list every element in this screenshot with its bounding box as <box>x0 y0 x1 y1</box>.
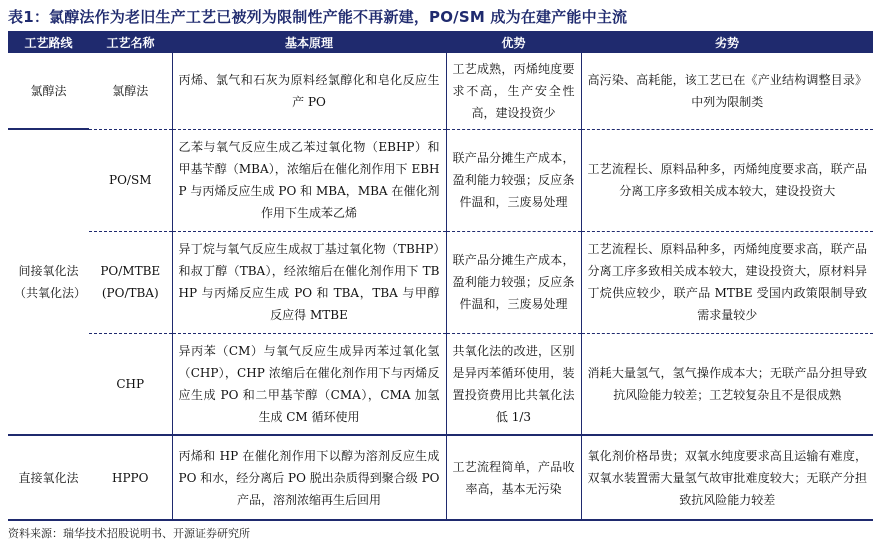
process-name-cell: PO/MTBE (PO/TBA) <box>89 231 172 333</box>
advantage-cell: 共氧化法的改进，区别是异丙苯循环使用，装置投资费用比共氧化法低 1/3 <box>446 333 581 435</box>
process-name-cell: 氯醇法 <box>89 53 172 129</box>
disadvantage-cell: 氧化剂价格昂贵；双氧水纯度要求高且运输有难度，双氧水装置需大量氢气故审批难度较大；无联产分担致抗风险能力较差 <box>581 435 873 520</box>
header-disadvantage: 劣势 <box>581 31 873 53</box>
header-row <box>8 31 873 53</box>
principle-cell: 丙烯、氯气和石灰为原料经氯醇化和皂化反应生产 PO <box>172 53 446 129</box>
table-row <box>8 129 873 231</box>
route-cell: 氯醇法 <box>8 53 89 129</box>
header-advantage: 优势 <box>446 31 581 53</box>
route-cell: 直接氧化法 <box>8 435 89 520</box>
advantage-cell: 联产品分摊生产成本，盈利能力较强；反应条件温和，三废易处理 <box>446 231 581 333</box>
disadvantage-cell: 高污染、高耗能，该工艺已在《产业结构调整目录》中列为限制类 <box>581 53 873 129</box>
header-process-name: 工艺名称 <box>89 31 172 53</box>
table-row <box>8 435 873 520</box>
process-name-cell: CHP <box>89 333 172 435</box>
table-row <box>8 231 873 333</box>
advantage-cell: 工艺流程简单，产品收率高，基本无污染 <box>446 435 581 520</box>
advantage-cell: 工艺成熟，丙烯纯度要求不高，生产安全性高，建设投资少 <box>446 53 581 129</box>
process-comparison-table <box>8 31 873 521</box>
principle-cell: 异丙苯（CM）与氧气反应生成异丙苯过氧化氢（CHP），CHP 浓缩后在催化剂作用下与丙烯反应生成 PO 和二甲基苄醇（CMA），CMA 加氢生成 CM 循环使用 <box>172 333 446 435</box>
principle-cell: 丙烯和 HP 在催化剂作用下以醇为溶剂反应生成 PO 和水，经分离后 PO 脱出杂质得到聚合级 PO 产品，溶剂浓缩再生后回用 <box>172 435 446 520</box>
disadvantage-cell: 消耗大量氢气，氢气操作成本大；无联产品分担导致抗风险能力较差；工艺较复杂且不是很成熟 <box>581 333 873 435</box>
source-note: 资料来源：瑞华技术招股说明书、开源证券研究所 <box>8 527 250 540</box>
table-row <box>8 53 873 129</box>
process-name-cell: HPPO <box>89 435 172 520</box>
table-title: 表1：氯醇法作为老旧生产工艺已被列为限制性产能不再新建，PO/SM 成为在建产能中主流 <box>8 8 628 26</box>
header-principle: 基本原理 <box>172 31 446 53</box>
advantage-cell: 联产品分摊生产成本，盈利能力较强；反应条件温和，三废易处理 <box>446 129 581 231</box>
process-name-cell: PO/SM <box>89 129 172 231</box>
disadvantage-cell: 工艺流程长、原料品种多，丙烯纯度要求高，联产品分离工序多致相关成本较大，建设投资大 <box>581 129 873 231</box>
route-cell: 间接氧化法（共氧化法） <box>8 129 89 435</box>
header-route: 工艺路线 <box>8 31 89 53</box>
principle-cell: 异丁烷与氧气反应生成叔丁基过氧化物（TBHP）和叔丁醇（TBA），经浓缩后在催化剂作用下 TBHP 与丙烯反应生成 PO 和 TBA，TBA 与甲醇反应得 MTBE <box>172 231 446 333</box>
table-row <box>8 333 873 435</box>
disadvantage-cell: 工艺流程长、原料品种多，丙烯纯度要求高，联产品分离工序多致相关成本较大，建设投资大，原材料异丁烷供应较少，联产品 MTBE 受国内政策限制导致需求量较少 <box>581 231 873 333</box>
principle-cell: 乙苯与氧气反应生成乙苯过氧化物（EBHP）和甲基苄醇（MBA），浓缩后在催化剂作用下 EBHP 与丙烯反应生成 PO 和 MBA，MBA 在催化剂作用下生成苯乙烯 <box>172 129 446 231</box>
